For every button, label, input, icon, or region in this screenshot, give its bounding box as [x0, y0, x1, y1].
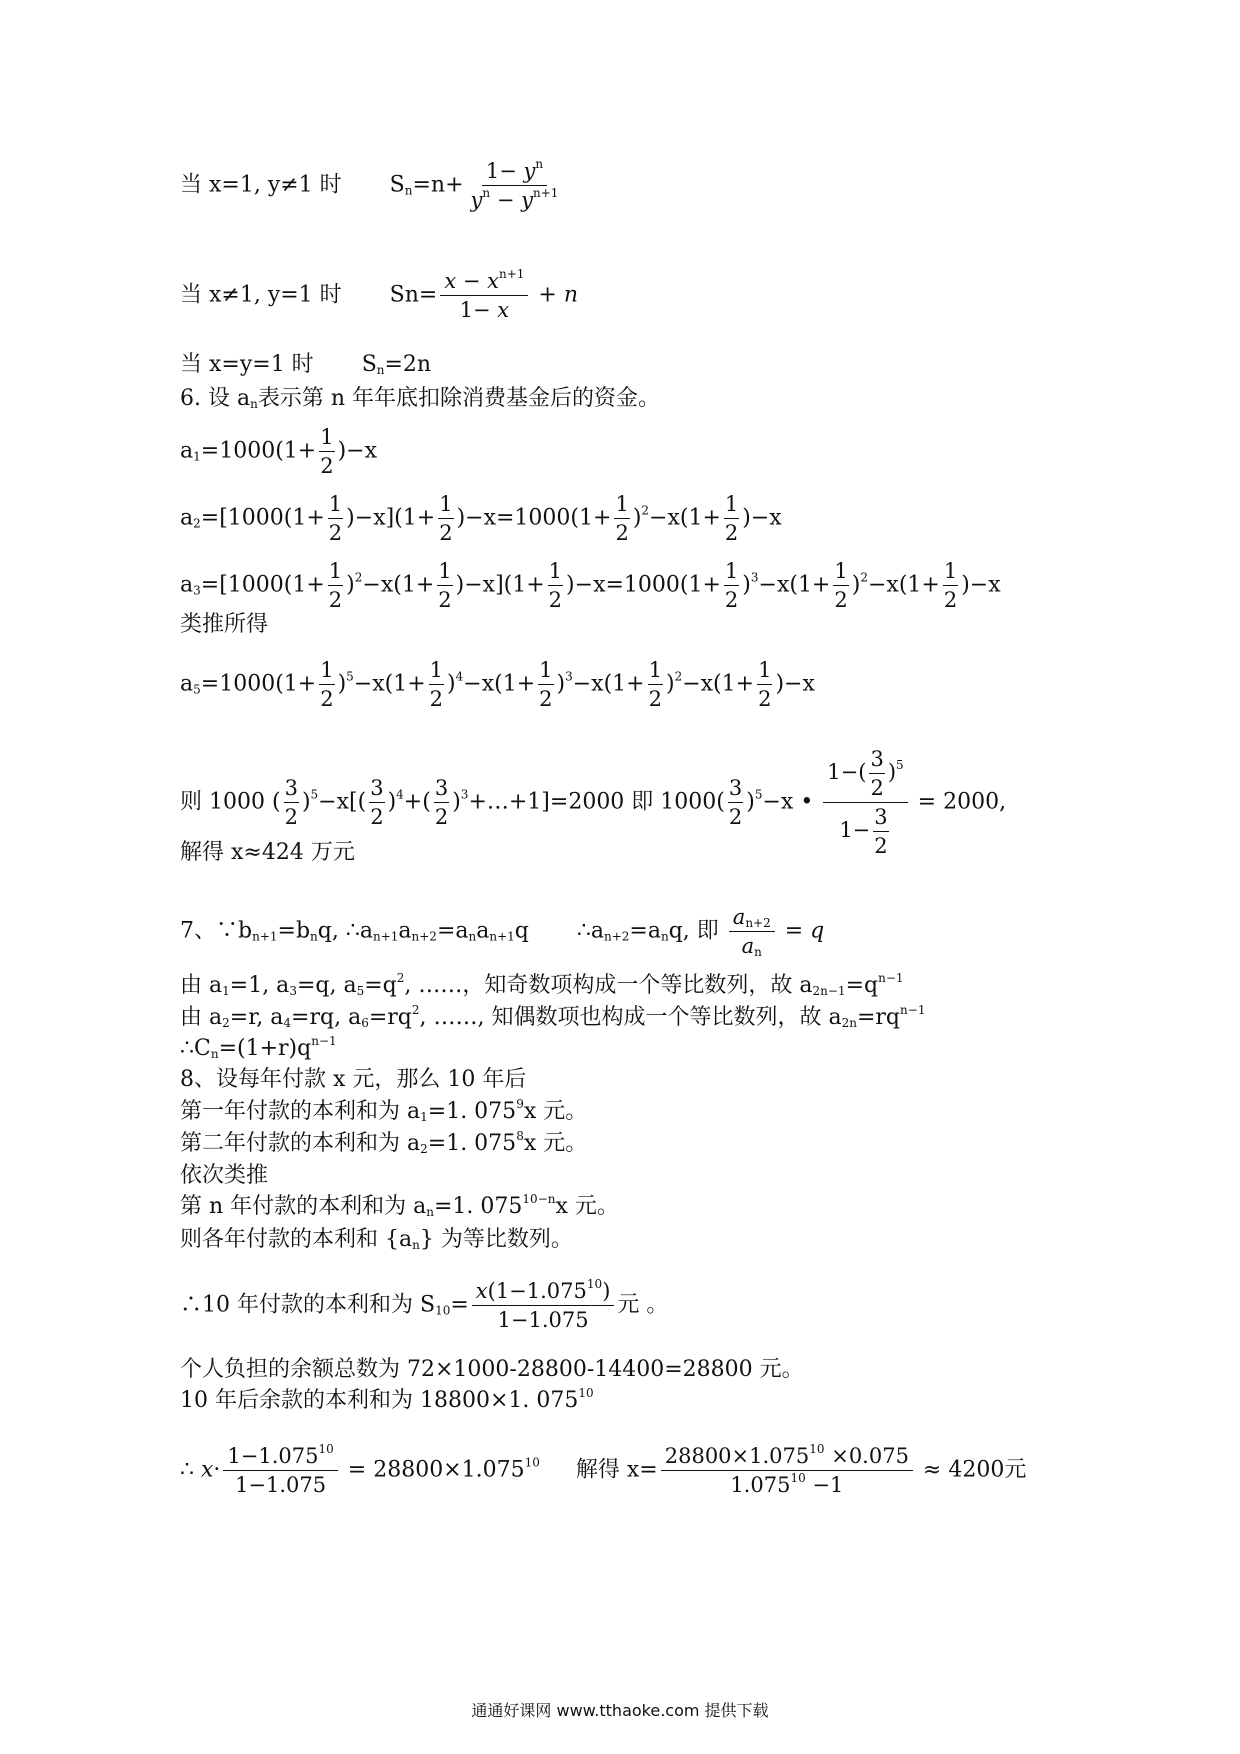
problem-7-eq: 7、$\because b_{n+1}=b_nq$, $\therefore a_{n+1}a_{n+2}=a_na_{n+1}q$ $\therefore a_{n+2}=a_nq$, 即 $\frac{a_{n+2}}{a_n}$ = q [180, 905, 825, 960]
balance-total: 个人负担的余额总数为 72×1000-28800-14400=28800 元。 [180, 1357, 804, 1382]
odd-terms: 由 $a_1=1$, $a_3=q$, $a_5=q^2$, ……，知奇数项构成一个等比数列，故 $a_{2n-1}=q^{n-1}$ [180, 971, 904, 998]
second-year: 第二年付款的本利和为 $a_2=1$. $075^8x$ 元。 [180, 1129, 588, 1156]
geometric-note: 则各年付款的本利和 $\{a_n\}$ 为等比数列。 [180, 1227, 573, 1252]
case-x-y-1: 当 x=y=1 时 $S_n=2n$ [180, 352, 432, 377]
eq-sum-equation: 则 1000 ( $\frac{3}{2}$ )$^5$−x[( $\frac{3}{2}$ )$^4$+( $\frac{3}{2}$ )$^3$+…+1]=2000 即 1000( $\frac{3}{2}$ )$^5$−x • 1−( $\frac{3}{2}$ )$^5$ 1− $\frac{3}{2}$ = 2000, [180, 747, 1007, 859]
first-year: 第一年付款的本利和为 $a_1=1$. $075^9x$ 元。 [180, 1097, 588, 1124]
analogy-text: 类推所得 [180, 612, 269, 637]
remaining-sum: 10 年后余款的本利和为 18800×1. $075^{10}$ [180, 1386, 594, 1413]
final-equation: ∴ x· $\frac{1-1.075^{10}}{1-1.075}$ = $28800\times 1.075^{10}$ 解得 x= $\frac{28800\times 1.075^{10} \times 0.075}{1.075^{10} -1}$ ≈ 4200元 [180, 1442, 1027, 1498]
solution-424: 解得 x≈424 万元 [180, 840, 355, 865]
problem-6-intro: 6. 设 $a_n$表示第 n 年年底扣除消费基金后的资金。 [180, 386, 660, 411]
text: 当 x=1, y≠1 时 [180, 172, 342, 198]
cn-formula: $\therefore C_n=(1+r)q^{n-1}$ [180, 1034, 337, 1061]
problem-8-intro: 8、设每年付款 x 元，那么 10 年后 [180, 1067, 527, 1092]
eq-a2: $a_2=[1000(1+$ $\frac{1}{2}$ )−x](1+ $\frac{1}{2}$ )−x=1000(1+ $\frac{1}{2}$ )$^2$−x(1+ $\frac{1}{2}$ )−x [180, 492, 782, 546]
eq-a3: $a_3=[1000(1+$ $\frac{1}{2}$ )$^2$−x(1+ $\frac{1}{2}$ )−x](1+ $\frac{1}{2}$ )−x=1000(1+ $\frac{1}{2}$ )$^3$−x(1+ $\frac{1}{2}$ )$^2$−x(1+ $\frac{1}{2}$ )−x [180, 559, 1001, 613]
case-x1-y-not1: 当 x=1, y≠1 时 $S_n=n+$ $\frac{1- y^n}{y^n - y^{n+1}}$ [180, 160, 565, 211]
and-so-on: 依次类推 [180, 1163, 269, 1188]
s10-formula: ∴10 年付款的本利和为 $S_{10}=$ $\frac{x(1-1.075^{10})}{1-1.075}$ 元 。 [180, 1277, 669, 1333]
even-terms: 由 $a_2=r$, $a_4=rq$, $a_6=rq^2$, ……, 知偶数项也构成一个等比数列，故 $a_{2n}=rq^{n-1}$ [180, 1003, 926, 1030]
fraction: $\frac{x - x^{n+1}}{1- x}$ [440, 270, 528, 321]
footer-credit: 通通好课网 www.tthaoke.com 提供下载 [471, 1701, 769, 1720]
eq-a5: $a_5=1000(1+$ $\frac{1}{2}$ )$^5$−x(1+ $\frac{1}{2}$ )$^4$−x(1+ $\frac{1}{2}$ )$^3$−x(1+ $\frac{1}{2}$ )$^2$−x(1+ $\frac{1}{2}$ )−x [180, 658, 815, 712]
eq-a1: $a_1=1000(1+$ $\frac{1}{2}$ )−x [180, 425, 378, 479]
case-x-not1-y1: 当 x≠1, y=1 时 Sn= $\frac{x - x^{n+1}}{1- x}$ + n [180, 267, 579, 323]
fraction: $\frac{1- y^n}{y^n - y^{n+1}}$ [470, 157, 559, 213]
nth-year: 第 n 年付款的本利和为 $a_n=1$. $075^{10-n}x$ 元。 [180, 1192, 619, 1219]
big-fraction: 1−( $\frac{3}{2}$ )$^5$ 1− $\frac{3}{2}$ [823, 748, 907, 857]
